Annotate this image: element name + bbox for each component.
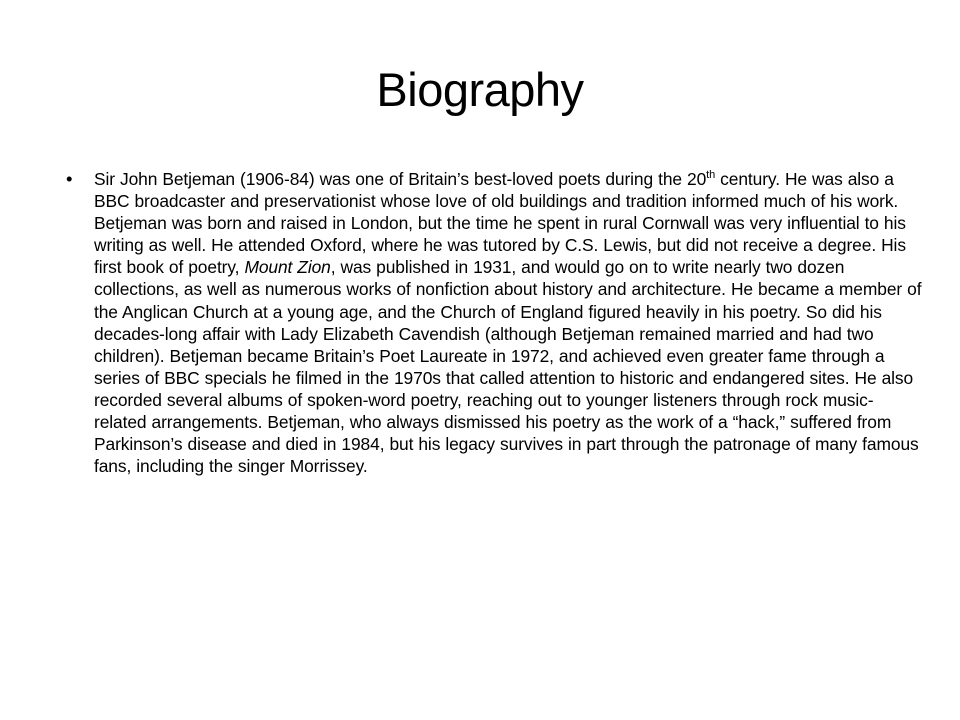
bullet-item [66, 168, 922, 477]
slide-title: Biography [376, 63, 584, 116]
biography-paragraph [94, 168, 922, 477]
paragraph-text-part-3: , was published in 1931, and would go on to write nearly two dozen collections, as well as numerous works of nonfiction about history and architecture. He became a member of the Anglican Church at a young age, and the Church of England figured heavily in his poetry. So did his decades-long affair with Lady Elizabeth Cavendish (although Betjeman remained married and had two children). Betjeman became Britain’s Poet Laureate in 1972, and achieved even greater fame through a series of BBC specials he filmed in the 1970s that called attention to historic and endangered sites. He also recorded several albums of spoken-word poetry, reaching out to younger listeners through rock music-related arrangements. Betjeman, who always dismissed his poetry as the work of a “hack,” suffered from Parkinson’s disease and died in 1984, but his legacy survives in part through the patronage of many famous fans, including the singer Morrissey. [94, 257, 922, 477]
bullet-icon: • [66, 168, 73, 189]
book-title: Mount Zion [244, 257, 331, 278]
paragraph-text-part-1: Sir John Betjeman (1906-84) was one of Britain’s best-loved poets during the 20 [94, 169, 707, 189]
paragraph-text-part-2: century. He was also a BBC broadcaster and preservationist whose love of old buildings and tradition informed much of his work. Betjeman was born and raised in London, but the time he spent in rural Cornwall was very influential to his writing as well. He attended Oxford, where he was tutored by C.S. Lewis, but did not receive a degree. His first book of poetry, [94, 169, 906, 278]
slide-body [66, 168, 922, 477]
ordinal-superscript: th [706, 169, 716, 181]
